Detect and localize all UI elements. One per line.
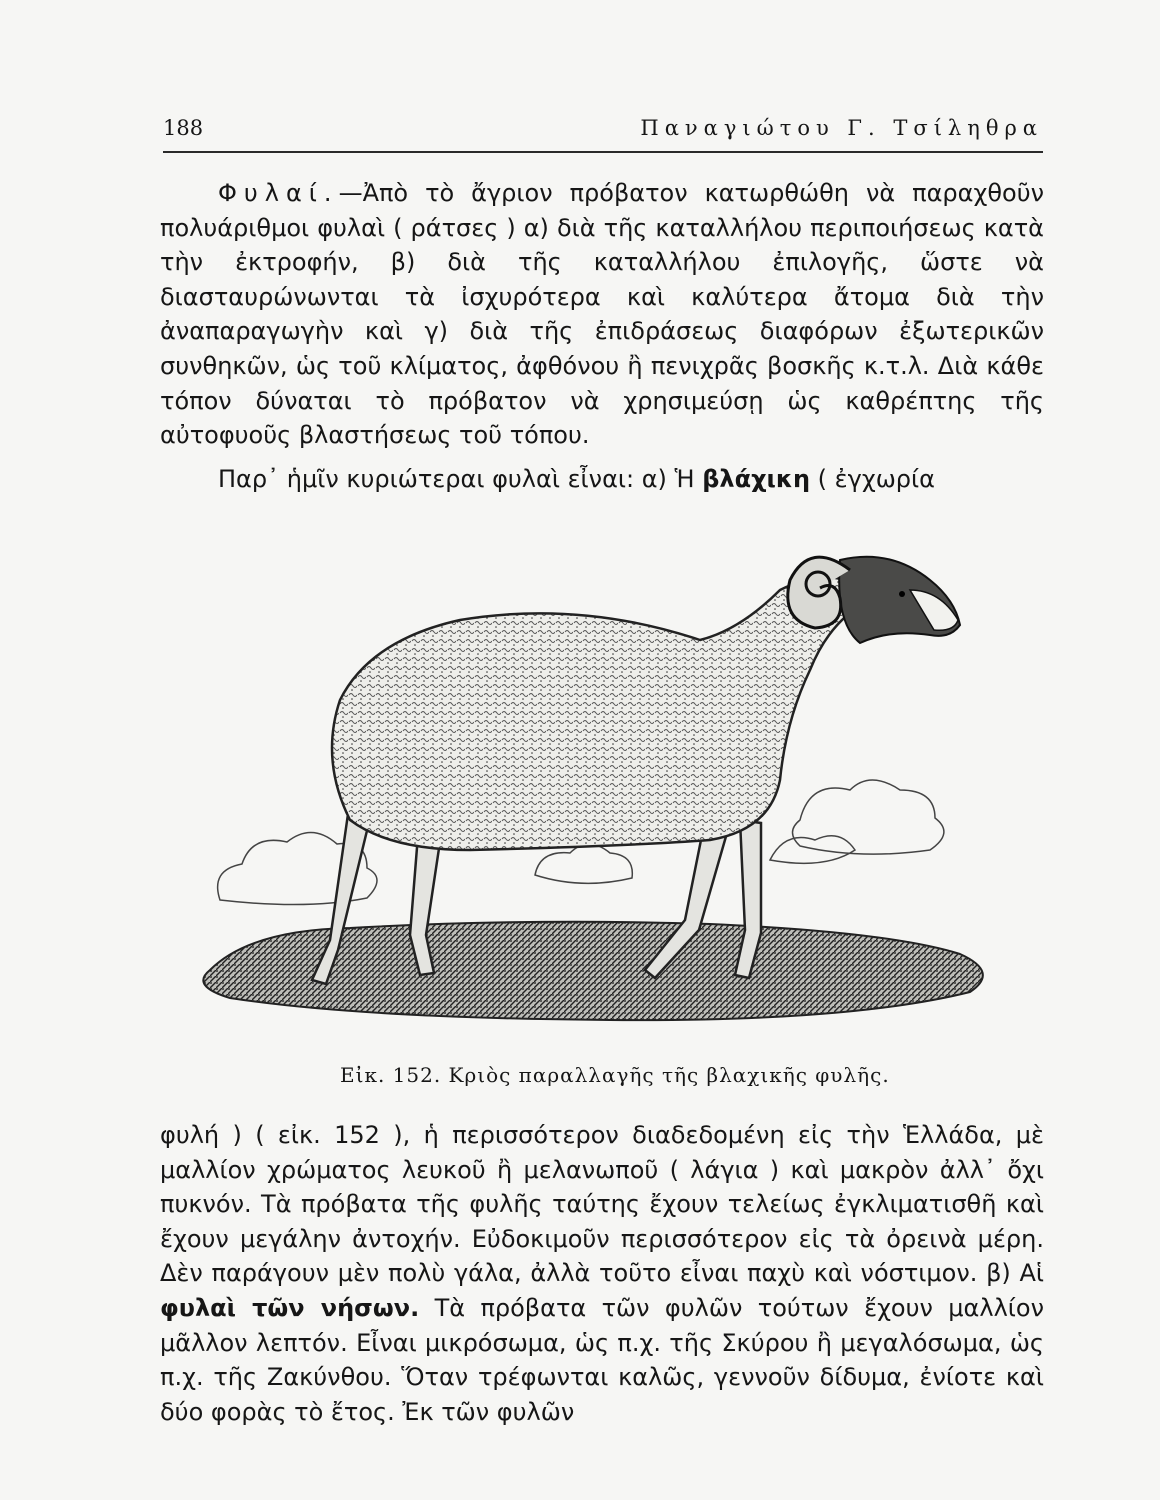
paragraph-text: —Ἀπὸ τὸ ἄγριον πρόβατον κατωρθώθη νὰ παραχθοῦν πολυάριθμοι φυλαὶ ( ράτσες ) α) διὰ τῆς καταλλήλου περιποιήσεως κατὰ τὴν ἐκτροφήν, β) διὰ τῆς καταλλήλου ἐπιλογῆς, ὥστε νὰ διασταυρώνωνται τὰ ἰσχυρότερα καὶ καλύτερα ἄτομα διὰ τὴν ἀναπαραγωγὴν καὶ γ) διὰ τῆς ἐπιδράσεως διαφόρων ἐξωτερικῶν συνθηκῶν, ὡς τοῦ κλίματος, ἀφθόνου ἢ πενιχρᾶς βοσκῆς κ.τ.λ. Διὰ κάθε τόπον δύναται τὸ πρόβατον νὰ χρησιμεύσῃ ὡς καθρέπτης τῆς αὐτοφυοῦς βλαστήσεως τοῦ τόπου. [160,179,1044,450]
header-rule [163,151,1043,153]
breed-name-islands: φυλαὶ τῶν νήσων. [160,1293,420,1322]
paragraph-breed-details [160,1118,1044,1429]
running-header [163,112,1043,146]
cloud-right [770,780,944,863]
ram-body [332,577,870,850]
paragraph-text: Παρ᾿ ἡμῖν κυριώτεραι φυλαὶ εἶναι: α) Ἡ [218,465,703,493]
cloud-center [535,844,632,883]
paragraph-breeds-intro [160,176,1044,453]
figure-caption: Εἰκ. 152. Κριὸς παραλλαγῆς τῆς βλαχικῆς φυλῆς. [340,1063,890,1087]
paragraph-text: ( ἐγχωρία [810,465,935,493]
ram-illustration [150,520,1030,1080]
paragraph-text: φυλή ) ( εἰκ. 152 ), ἡ περισσότερον διαδεδομένη εἰς τὴν Ἑλλάδα, μὲ μαλλίον χρώματος λευκοῦ ἢ μελανωποῦ ( λάγια ) καὶ μακρὸν ἀλλ᾿ ὄχι πυκνόν. Τὰ πρόβατα τῆς φυλῆς ταύτης ἔχουν τελείως ἐγκλιματισθῆ καὶ ἔχουν μεγάλην ἀντοχήν. Εὐδοκιμοῦν περισσότερον εἰς τὰ ὀρεινὰ μέρη. Δὲν παράγουν μὲν πολὺ γάλα, ἀλλὰ τοῦτο εἶναι παχὺ καὶ νόστιμον. β) Αἱ [160,1121,1044,1288]
section-lead: Φυλαί. [218,179,339,207]
running-head-author: Παναγιώτου Γ. Τσίληθρα [640,116,1043,140]
paragraph-text: Τὰ πρόβατα τῶν φυλῶν τούτων ἔχουν μαλλίον μᾶλλον λεπτόν. Εἶναι μικρόσωμα, ὡς π.χ. τῆς Σκύρου ἢ μεγαλόσωμα, ὡς π.χ. τῆς Ζακύνθου. Ὅταν τρέφωνται καλῶς, γεννοῦν δίδυμα, ἐνίοτε καὶ δύο φορὰς τὸ ἔτος. Ἐκ τῶν φυλῶν [160,1293,1044,1426]
page-number: 188 [163,116,204,140]
paragraph-main-breeds [160,462,1044,497]
breed-name-vlachiki: βλάχικη [702,465,811,493]
